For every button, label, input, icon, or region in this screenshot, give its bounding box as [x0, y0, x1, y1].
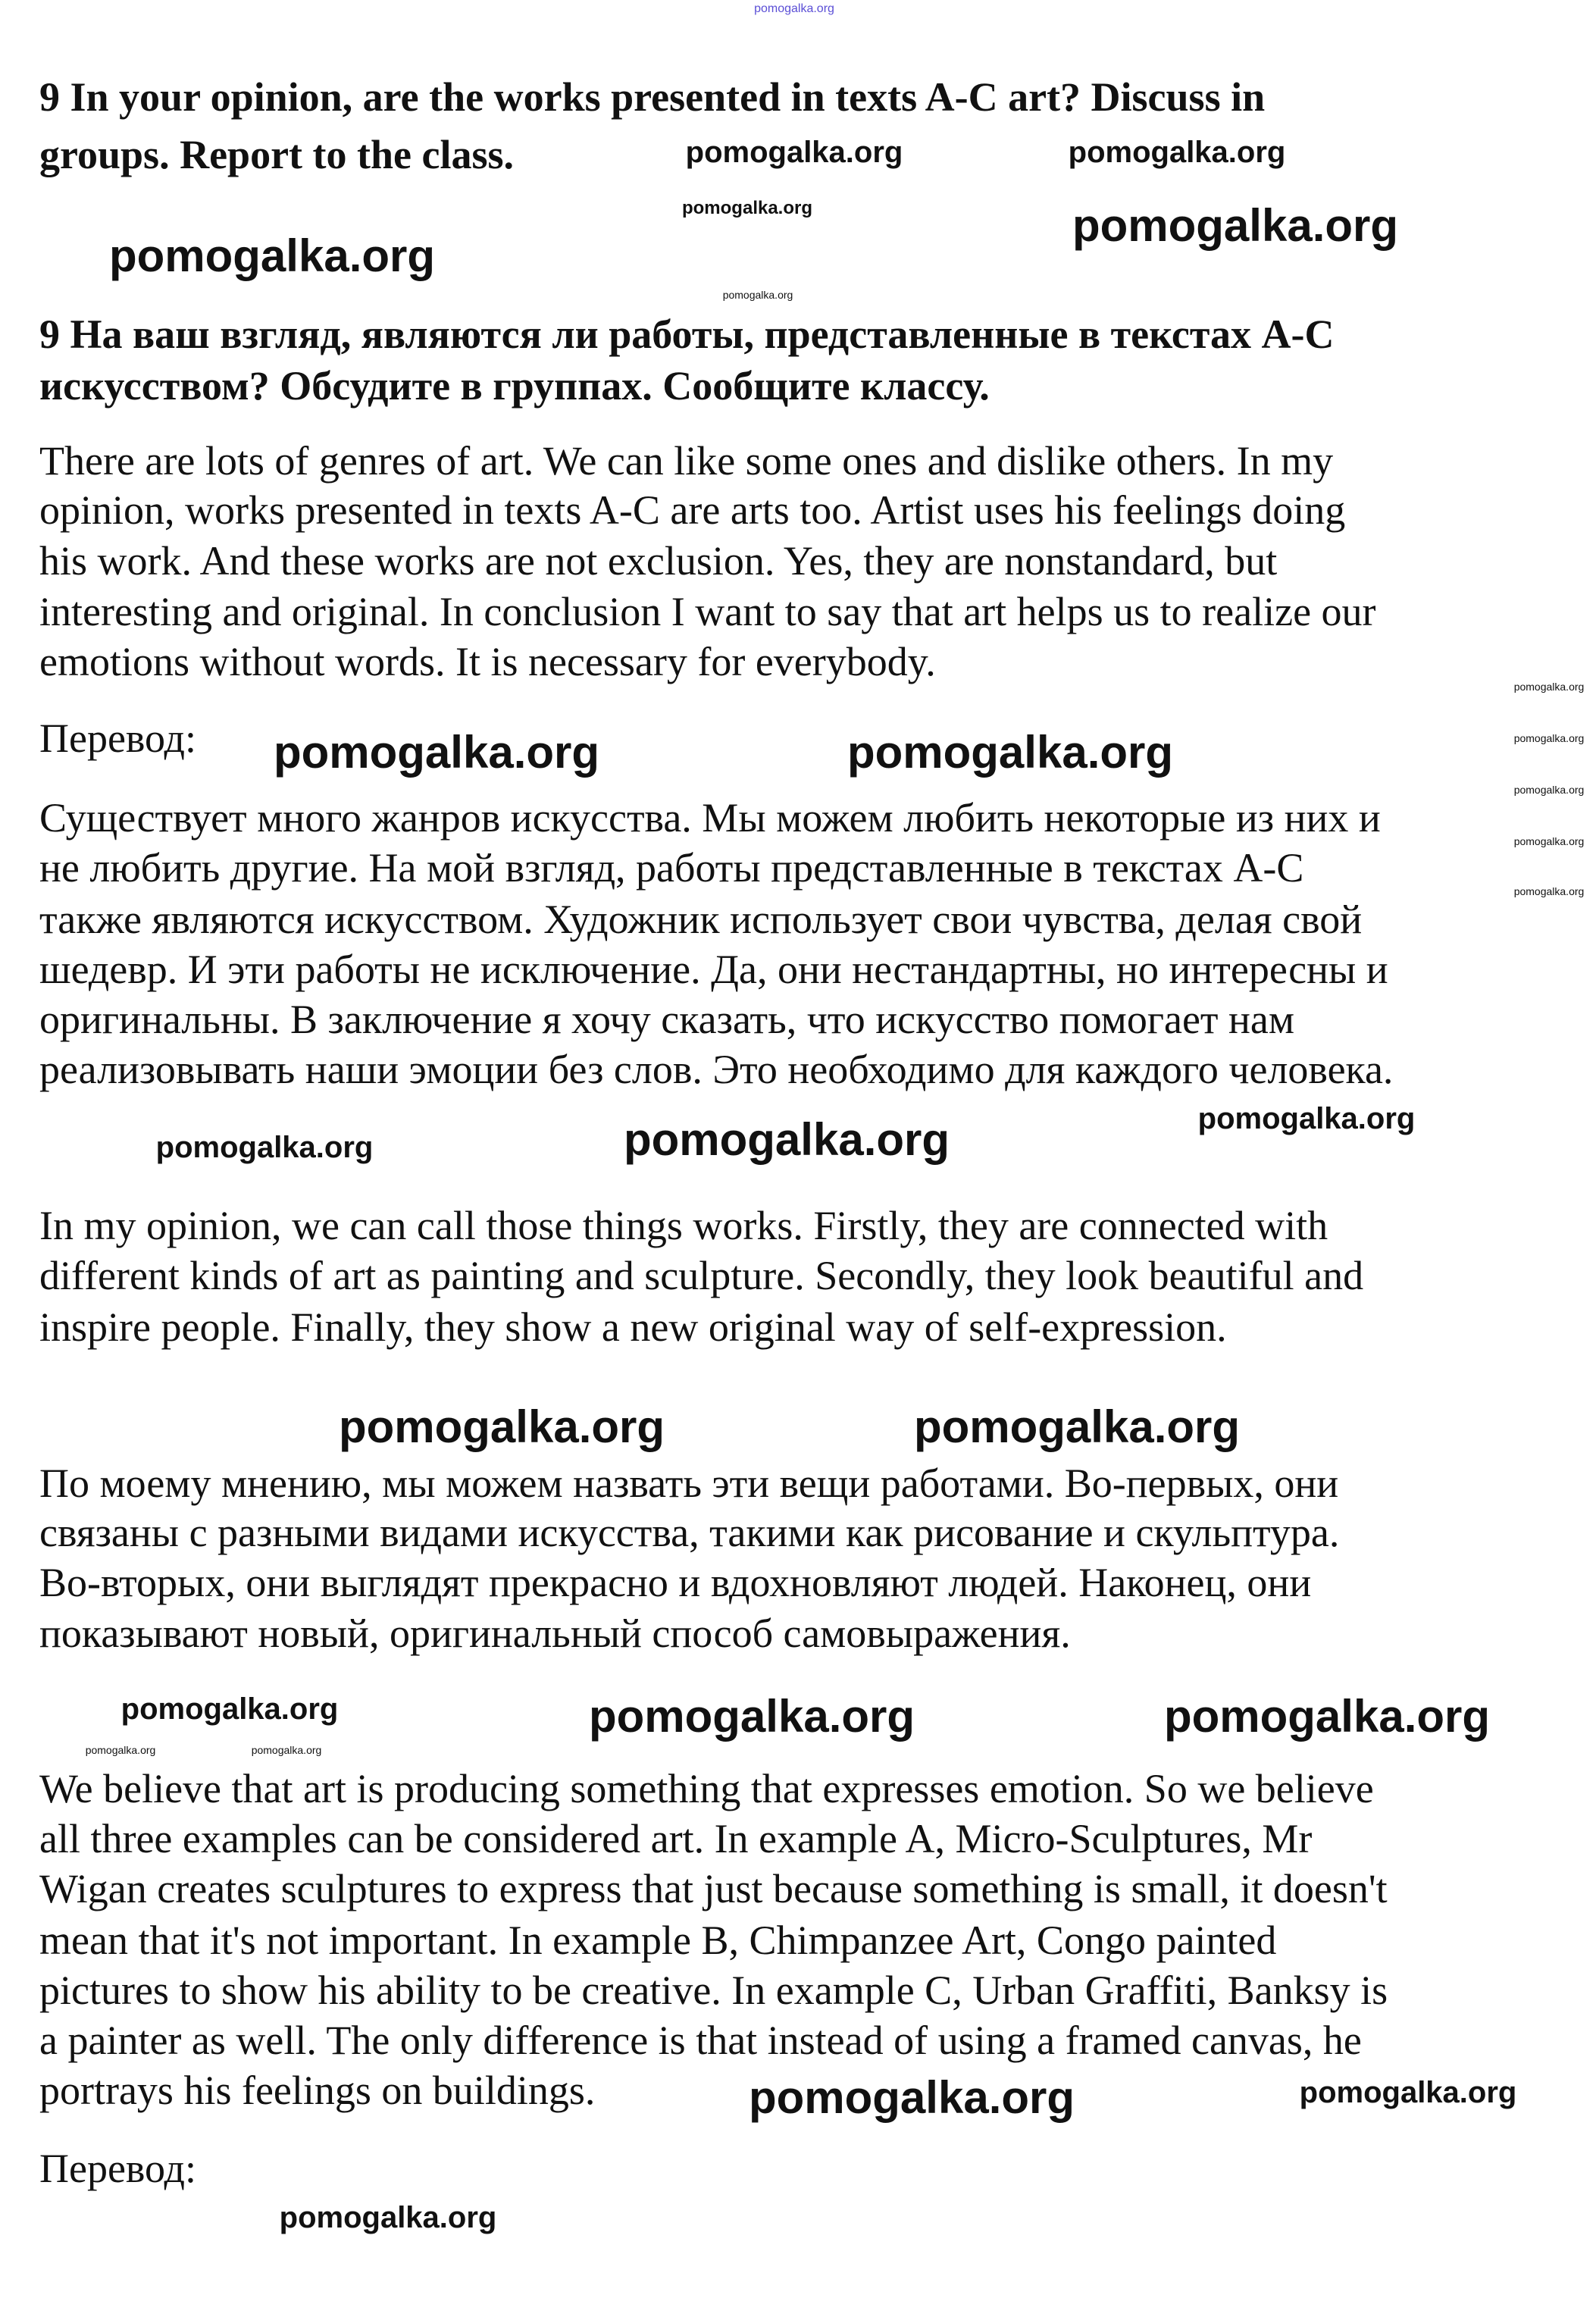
answer2-ru-line: По моему мнению, мы можем назвать эти вещи работами. Во-первых, они — [39, 1460, 1339, 1506]
answer3-en-line: all three examples can be considered art. In example A, Micro-Sculptures, Mr — [39, 1816, 1313, 1861]
translation-label: Перевод: — [39, 2146, 196, 2191]
answer1-ru-line: шедевр. И эти работы не исключение. Да, они нестандартны, но интересны и — [39, 947, 1388, 992]
answer3-en-line: portrays his feelings on buildings. — [39, 2068, 596, 2113]
watermark: pomogalka.org — [623, 1114, 950, 1165]
watermark: pomogalka.org — [722, 289, 793, 301]
answer2-ru-line: Во-вторых, они выглядят прекрасно и вдохновляют людей. Наконец, они — [39, 1560, 1312, 1605]
answer1-ru-line: оригинальны. В заключение я хочу сказать, что искусство помогает нам — [39, 997, 1295, 1042]
watermark: pomogalka.org — [1513, 885, 1585, 897]
answer1-ru-line: не любить другие. На мой взгляд, работы представленные в текстах A-C — [39, 845, 1304, 891]
task-heading-en-line: 9 In your opinion, are the works presented in texts A-C art? Discuss in — [39, 74, 1266, 120]
task-heading-en-line: groups. Report to the class. — [39, 132, 514, 177]
watermark: pomogalka.org — [1072, 200, 1399, 251]
watermark: pomogalka.org — [748, 2072, 1075, 2123]
answer3-en-line: Wigan creates sculptures to express that just because something is small, it doesn't — [39, 1866, 1388, 1911]
watermark: pomogalka.org — [1513, 732, 1585, 744]
answer1-en-line: interesting and original. In conclusion I want to say that art helps us to realize our — [39, 589, 1376, 634]
task-heading-ru-line: искусством? Обсудите в группах. Сообщите классу. — [39, 363, 990, 409]
answer3-en-line: We believe that art is producing something that expresses emotion. So we believe — [39, 1766, 1374, 1811]
watermark: pomogalka.org — [1299, 2076, 1517, 2109]
watermark: pomogalka.org — [847, 727, 1174, 778]
answer2-en-line: different kinds of art as painting and sculpture. Secondly, they look beautiful and — [39, 1253, 1364, 1298]
watermark: pomogalka.org — [120, 1692, 339, 1726]
answer1-en-line: emotions without words. It is necessary for everybody. — [39, 639, 936, 684]
translation-label: Перевод: — [39, 715, 196, 761]
answer1-en-line: There are lots of genres of art. We can like some ones and dislike others. In my — [39, 438, 1334, 484]
answer2-ru-line: связаны с разными видами искусства, такими как рисование и скульптура. — [39, 1510, 1340, 1555]
watermark: pomogalka.org — [685, 136, 903, 169]
watermark: pomogalka.org — [251, 1744, 322, 1756]
answer2-ru-line: показывают новый, оригинальный способ самовыражения. — [39, 1611, 1071, 1656]
answer1-en-line: opinion, works presented in texts A-C are arts too. Artist uses his feelings doing — [39, 487, 1346, 533]
answer3-en-line: pictures to show his ability to be creative. In example C, Urban Graffiti, Banksy is — [39, 1968, 1388, 2013]
watermark: pomogalka.org — [155, 1131, 374, 1164]
answer2-en-line: In my opinion, we can call those things works. Firstly, they are connected with — [39, 1203, 1328, 1248]
watermark: pomogalka.org — [913, 1401, 1241, 1452]
watermark: pomogalka.org — [273, 727, 600, 778]
watermark: pomogalka.org — [1197, 1102, 1416, 1135]
watermark: pomogalka.org — [1513, 835, 1585, 847]
answer1-ru-line: также являются искусством. Художник использует свои чувства, делая свой — [39, 897, 1363, 942]
watermark: pomogalka.org — [681, 198, 813, 218]
watermark: pomogalka.org — [279, 2201, 497, 2234]
task-heading-ru-line: 9 На ваш взгляд, являются ли работы, представленные в текстах A-C — [39, 312, 1335, 357]
answer3-en-line: mean that it's not important. In example B, Chimpanzee Art, Congo painted — [39, 1918, 1277, 1963]
watermark: pomogalka.org — [754, 2, 834, 15]
watermark: pomogalka.org — [338, 1401, 665, 1452]
answer1-en-line: his work. And these works are not exclusion. Yes, they are nonstandard, but — [39, 538, 1278, 584]
watermark: pomogalka.org — [588, 1691, 915, 1742]
watermark: pomogalka.org — [1068, 136, 1286, 169]
answer3-en-line: a painter as well. The only difference is that instead of using a framed canvas, he — [39, 2018, 1362, 2063]
watermark: pomogalka.org — [1513, 784, 1585, 796]
answer2-en-line: inspire people. Finally, they show a new original way of self-expression. — [39, 1304, 1227, 1350]
watermark: pomogalka.org — [1163, 1691, 1491, 1742]
answer1-ru-line: Существует много жанров искусства. Мы можем любить некоторые из них и — [39, 795, 1381, 841]
answer1-ru-line: реализовывать наши эмоции без слов. Это необходимо для каждого человека. — [39, 1047, 1394, 1092]
watermark: pomogalka.org — [85, 1744, 156, 1756]
watermark: pomogalka.org — [1513, 681, 1585, 693]
watermark: pomogalka.org — [108, 230, 436, 281]
